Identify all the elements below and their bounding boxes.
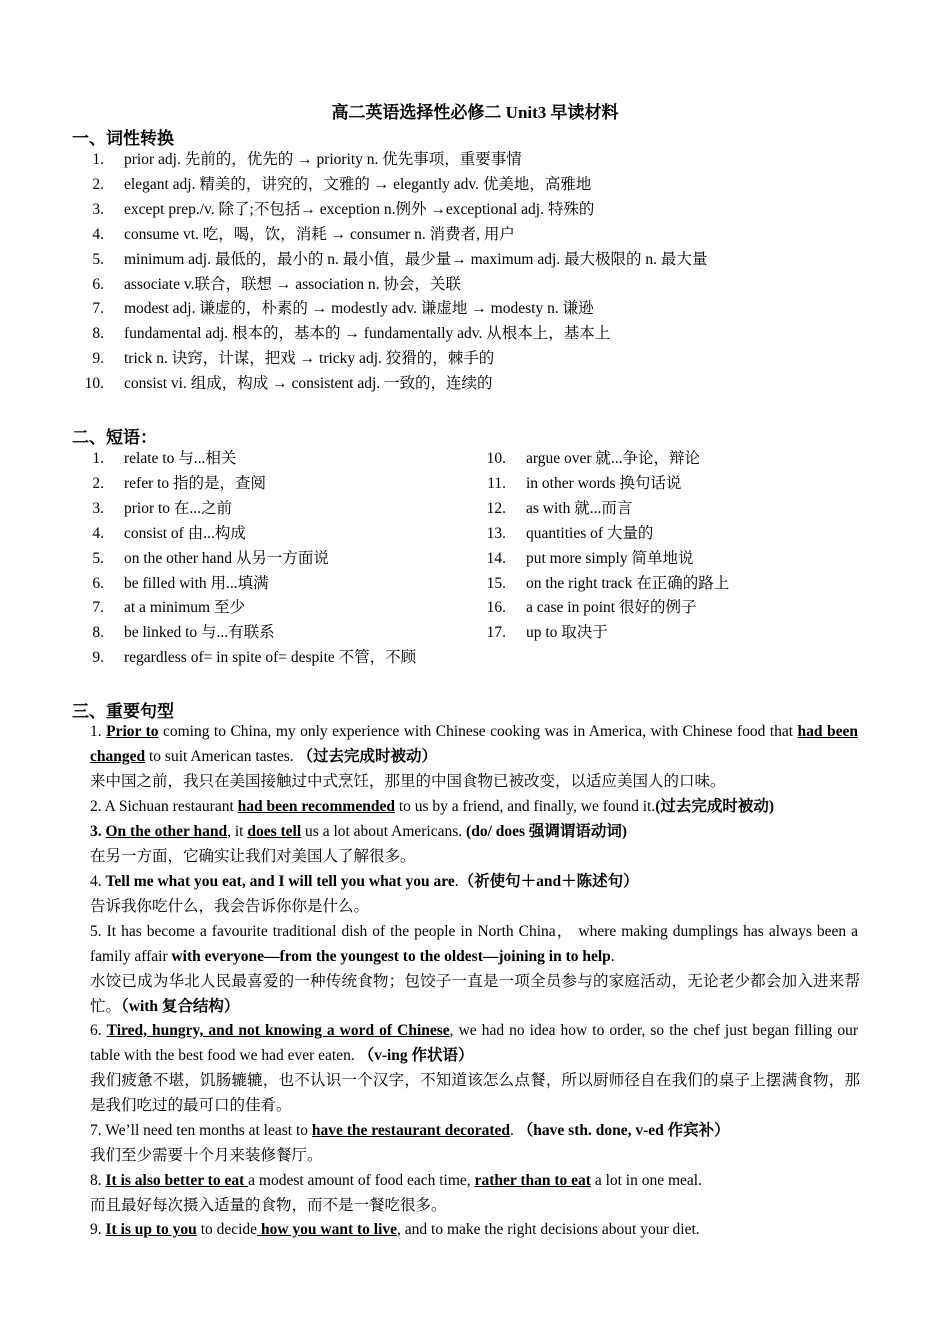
- list-item-number: 17.: [486, 624, 506, 642]
- page-title: 高二英语选择性必修二 Unit3 早读材料: [331, 103, 619, 122]
- list-item-text: refer to 指的是，查阅: [124, 474, 267, 492]
- list-item-number: 7.: [92, 300, 104, 318]
- list-item-number: 5.: [92, 549, 104, 567]
- list-item-number: 8.: [92, 325, 104, 343]
- list-item-text: elegant adj. 精美的，讲究的，文雅的 → elegantly adv. 优美地，高雅地: [124, 175, 592, 193]
- sentence-6-translation: 我们疲惫不堪，饥肠辘辘，也不认识一个汉字，不知道该怎么点餐，所以厨师径自在我们的桌子上摆满食物，那是我们吃过的最可口的佳肴。: [90, 1072, 860, 1114]
- list-item-text: consume vt. 吃，喝，饮，消耗 → consumer n. 消费者, 用户: [124, 225, 515, 243]
- list-item-text: be filled with 用...填满: [124, 574, 269, 592]
- list-item-text: associate v.联合，联想 → association n. 协会，关联: [124, 275, 461, 293]
- list-item-text: consist of 由...构成: [124, 524, 246, 542]
- list-item-number: 12.: [486, 499, 506, 517]
- list-item-number: 13.: [486, 524, 506, 542]
- list-item-number: 4.: [92, 524, 104, 542]
- list-item-text: up to 取决于: [526, 624, 608, 642]
- list-item-number: 10.: [486, 450, 506, 467]
- list-item-text: minimum adj. 最低的，最小的 n. 最小值，最少量→ maximum adj. 最大极限的 n. 最大量: [124, 250, 708, 268]
- list-item-number: 9.: [92, 649, 104, 667]
- list-item-text: quantities of 大量的: [526, 524, 654, 542]
- list-item-number: 1.: [92, 450, 104, 467]
- list-item-text: as with 就...而言: [526, 499, 633, 517]
- list-item-number: 6.: [92, 275, 104, 293]
- list-item-text: consist vi. 组成，构成 → consistent adj. 一致的，连续的: [124, 375, 493, 393]
- list-item-number: 6.: [92, 574, 104, 592]
- list-item-text: in other words 换句话说: [526, 474, 682, 492]
- list-item-number: 5.: [92, 250, 104, 268]
- list-item-text: be linked to 与...有联系: [124, 624, 275, 642]
- list-item-text: prior adj. 先前的，优先的 → priority n. 优先事项，重要事情: [124, 151, 522, 168]
- sentence-7: 7. We’ll need ten months at least to have the restaurant decorated. （have sth. done, v-ed 作宾补）: [90, 1122, 730, 1139]
- list-item-number: 3.: [92, 200, 104, 218]
- list-item-number: 3.: [92, 499, 104, 517]
- section2-heading: 二、短语：: [72, 428, 157, 447]
- section1-heading: 一、词性转换: [72, 129, 174, 148]
- list-item-number: 2.: [92, 175, 104, 193]
- sentence-8: 8. It is also better to eat a modest amount of food each time, rather than to eat a lot in one meal.: [90, 1172, 702, 1189]
- list-item-number: 2.: [92, 474, 104, 492]
- sentence-8-translation: 而且最好每次摄入适量的食物，而不是一餐吃很多。: [90, 1197, 447, 1214]
- sentence-7-translation: 我们至少需要十个月来装修餐厅。: [90, 1147, 323, 1164]
- sentence-5-translation: 水饺已成为华北人民最喜爱的一种传统食物；包饺子一直是一项全员参与的家庭活动，无论老少都会加入进来帮忙。（with 复合结构）: [90, 973, 860, 1015]
- sentence-6: 6. Tired, hungry, and not knowing a word of Chinese, we had no idea how to order, so the chef just began filling our table with the best food we had ever eaten. （v-ing 作状语）: [90, 1022, 859, 1064]
- list-item-text: at a minimum 至少: [124, 599, 245, 617]
- sentence-5: 5. It has become a favourite traditional dish of the people in North China， where making dumplings has always been a family affair with everyone—from the youngest to the oldest—joining in to help.: [90, 923, 858, 965]
- sentence-1: 1. Prior to coming to China, my only experience with Chinese cooking was in America, with Chinese food that had been changed to suit American tastes. （过去完成时被动）: [90, 723, 859, 765]
- list-item-text: fundamental adj. 根本的，基本的 → fundamentally adv. 从根本上，基本上: [124, 325, 611, 343]
- sentence-1-translation: 来中国之前，我只在美国接触过中式烹饪，那里的中国食物已被改变，以适应美国人的口味。: [90, 773, 726, 790]
- list-item-number: 8.: [92, 624, 104, 642]
- sentence-3: 3. On the other hand, it does tell us a lot about Americans. (do/ does 强调谓语动词): [90, 823, 628, 840]
- sentence-4-translation: 告诉我你吃什么，我会告诉你你是什么。: [90, 898, 370, 915]
- list-item-number: 16.: [486, 599, 506, 617]
- sentence-2: 2. A Sichuan restaurant had been recommended to us by a friend, and finally, we found it.(过去完成时被动): [90, 798, 775, 815]
- list-item-text: a case in point 很好的例子: [526, 599, 697, 617]
- list-item-text: argue over 就...争论，辩论: [526, 450, 701, 467]
- list-item-number: 14.: [486, 549, 506, 567]
- sentence-9: 9. It is up to you to decide how you want to live, and to make the right decisions about your diet.: [90, 1221, 700, 1238]
- list-item-text: except prep./v. 除了;不包括→ exception n.例外 →exceptional adj. 特殊的: [124, 200, 595, 218]
- section3-heading: 三、重要句型: [72, 702, 174, 721]
- list-item-number: 11.: [487, 474, 506, 492]
- list-item-text: put more simply 简单地说: [526, 549, 694, 567]
- list-item-number: 4.: [92, 225, 104, 243]
- list-item-number: 1.: [92, 151, 104, 168]
- sentence-3-translation: 在另一方面，它确实让我们对美国人了解很多。: [90, 848, 416, 865]
- list-item-number: 9.: [92, 350, 104, 368]
- list-item-text: regardless of= in spite of= despite 不管，不顾: [124, 649, 417, 667]
- list-item-text: prior to 在...之前: [124, 499, 233, 517]
- list-item-text: on the right track 在正确的路上: [526, 574, 730, 592]
- list-item-text: on the other hand 从另一方面说: [124, 549, 329, 567]
- list-item-number: 7.: [92, 599, 104, 617]
- list-item-text: trick n. 诀窍，计谋，把戏 → tricky adj. 狡猾的，棘手的: [124, 350, 495, 368]
- sentence-4: 4. Tell me what you eat, and I will tell you what you are.（祈使句＋and＋陈述句）: [90, 873, 639, 890]
- list-item-number: 10.: [84, 375, 104, 393]
- list-item-text: modest adj. 谦虚的，朴素的 → modestly adv. 谦虚地 → modesty n. 谦逊: [124, 300, 594, 318]
- list-item-number: 15.: [486, 574, 506, 592]
- list-item-text: relate to 与...相关: [124, 450, 237, 467]
